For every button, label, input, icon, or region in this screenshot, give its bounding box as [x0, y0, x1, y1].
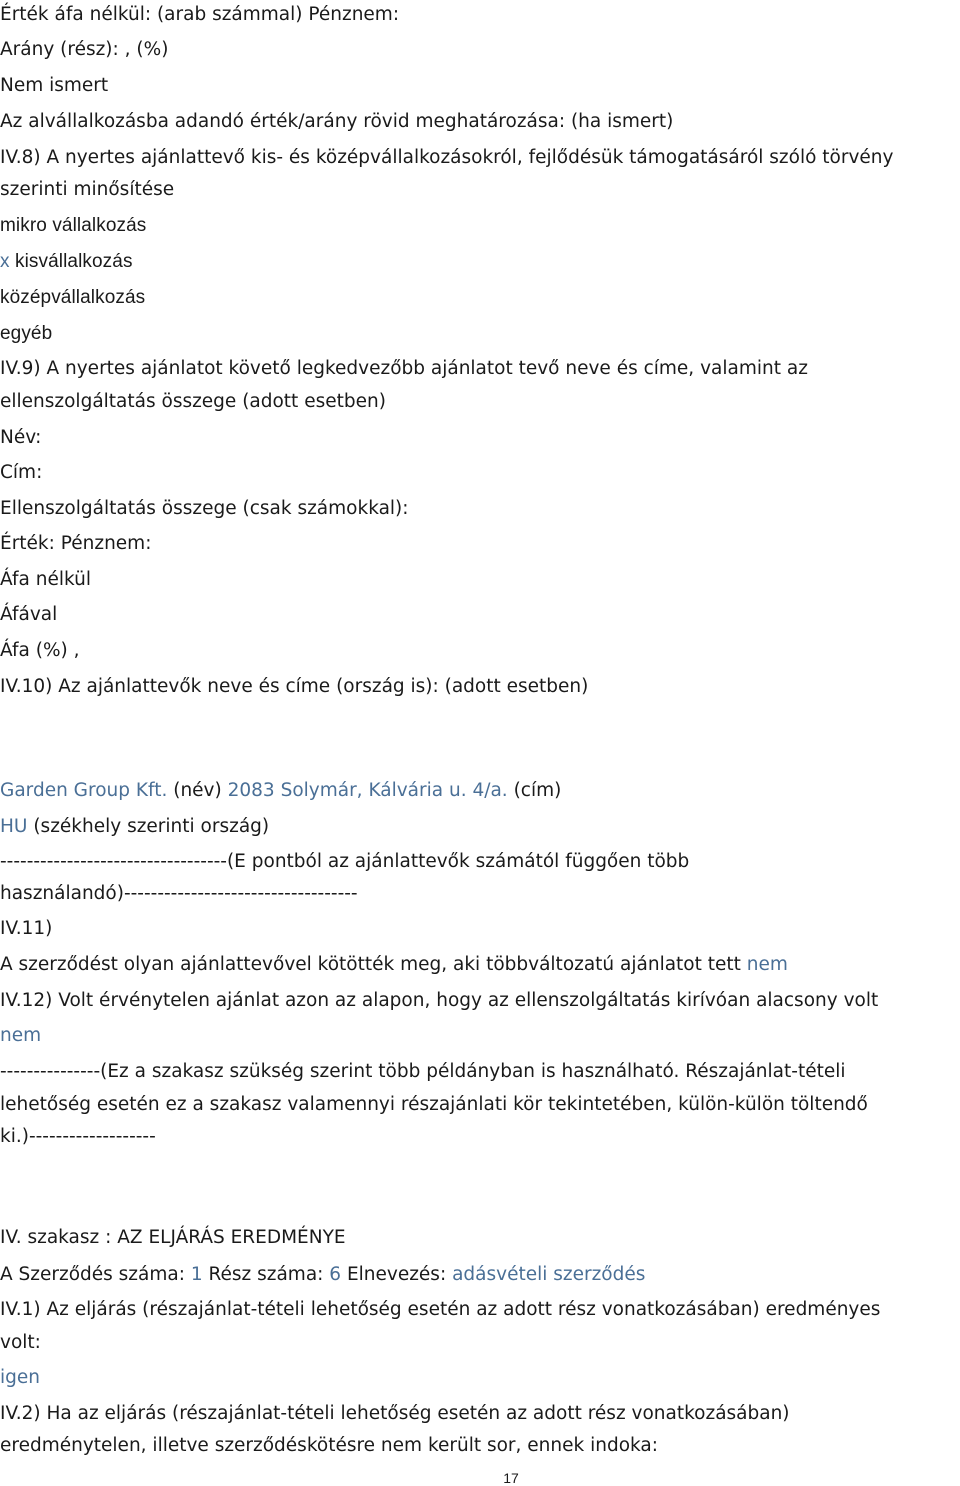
section-heading: IV.12) Volt érvénytelen ajánlat azon az alapon, hogy az ellenszolgáltatás kirívóan alacsony volt: [0, 990, 879, 1011]
option-other: egyéb: [0, 323, 53, 344]
option-small: [0, 250, 133, 274]
page-number: 17: [503, 1470, 519, 1486]
country-line: [0, 815, 269, 839]
separator-note: ki.)-------------------: [0, 1126, 156, 1147]
answer-value: igen: [0, 1367, 40, 1388]
bidder-address: 2083 Solymár, Kálvária u. 4/a.: [227, 780, 508, 801]
part-number: 6: [329, 1264, 342, 1285]
text-line: ellenszolgáltatás összege (adott esetben): [0, 391, 386, 412]
section-heading: IV.2) Ha az eljárás (részajánlat-tételi lehetőség esetén az adott rész vonatkozásában): [0, 1403, 790, 1424]
answer-value: nem: [0, 1025, 42, 1046]
section-title: IV. szakasz : AZ ELJÁRÁS EREDMÉNYE: [0, 1227, 346, 1248]
answer-value: nem: [746, 954, 788, 975]
bidder-name: Garden Group Kft.: [0, 780, 168, 801]
text-line: Az alvállalkozásba adandó érték/arány rövid meghatározása: (ha ismert): [0, 111, 674, 132]
text-line: Érték: Pénznem:: [0, 533, 152, 554]
section-heading: IV.8) A nyertes ajánlattevő kis- és középvállalkozásokról, fejlődésük támogatásáról szóló törvény: [0, 147, 894, 168]
contract-number-label: A Szerződés száma:: [0, 1264, 191, 1285]
separator-note: lehetőség esetén ez a szakasz valamennyi részajánlati kör tekintetében, külön-külön töltendő: [0, 1094, 868, 1115]
question-text: A szerződést olyan ajánlattevővel kötötték meg, aki többváltozatú ajánlatot tett: [0, 954, 747, 975]
text-line: volt:: [0, 1332, 41, 1353]
separator-note: ---------------(Ez a szakasz szükség szerint több példányban is használható. Részajánlat-tételi: [0, 1061, 846, 1082]
contract-number: 1: [190, 1264, 203, 1285]
contract-title-label: Elnevezés:: [341, 1264, 453, 1285]
option-micro: mikro vállalkozás: [0, 215, 147, 236]
variant-offer-line: [0, 953, 788, 977]
text-line: szerinti minősítése: [0, 179, 175, 200]
part-number-label: Rész száma:: [202, 1264, 330, 1285]
address-label: Cím:: [0, 462, 43, 483]
option-label: kisvállalkozás: [9, 251, 133, 272]
name-tag: (név): [167, 780, 228, 801]
text-line: Áfa (%) ,: [0, 640, 80, 661]
separator-note: ----------------------------------(E pontból az ajánlattevők számától függően több: [0, 851, 690, 872]
section-heading: IV.1) Az eljárás (részajánlat-tételi lehetőség esetén az adott rész vonatkozásában) eredményes: [0, 1299, 881, 1320]
address-tag: (cím): [507, 780, 562, 801]
section-heading: IV.11): [0, 918, 53, 939]
bidder-line: [0, 779, 561, 803]
country-tag: (székhely szerinti ország): [27, 816, 270, 837]
text-line: Érték áfa nélkül: (arab számmal) Pénznem:: [0, 4, 400, 25]
text-line: Nem ismert: [0, 75, 109, 96]
text-line: Ellenszolgáltatás összege (csak számokkal):: [0, 498, 409, 519]
section-heading: IV.10) Az ajánlattevők neve és címe (ország is): (adott esetben): [0, 676, 589, 697]
bidder-country: HU: [0, 816, 28, 837]
text-line: Áfával: [0, 604, 58, 625]
name-label: Név:: [0, 427, 42, 448]
text-line: Arány (rész): , (%): [0, 39, 169, 60]
checked-mark: x: [0, 251, 10, 272]
section-heading: IV.9) A nyertes ajánlatot követő legkedvezőbb ajánlatot tevő neve és címe, valamint az: [0, 358, 808, 379]
contract-title: adásvételi szerződés: [452, 1264, 646, 1285]
text-line: eredménytelen, illetve szerződéskötésre nem került sor, ennek indoka:: [0, 1435, 658, 1456]
option-medium: középvállalkozás: [0, 287, 146, 308]
separator-note: használandó)-----------------------------------: [0, 883, 358, 904]
text-line: Áfa nélkül: [0, 569, 91, 590]
contract-line: [0, 1263, 645, 1287]
